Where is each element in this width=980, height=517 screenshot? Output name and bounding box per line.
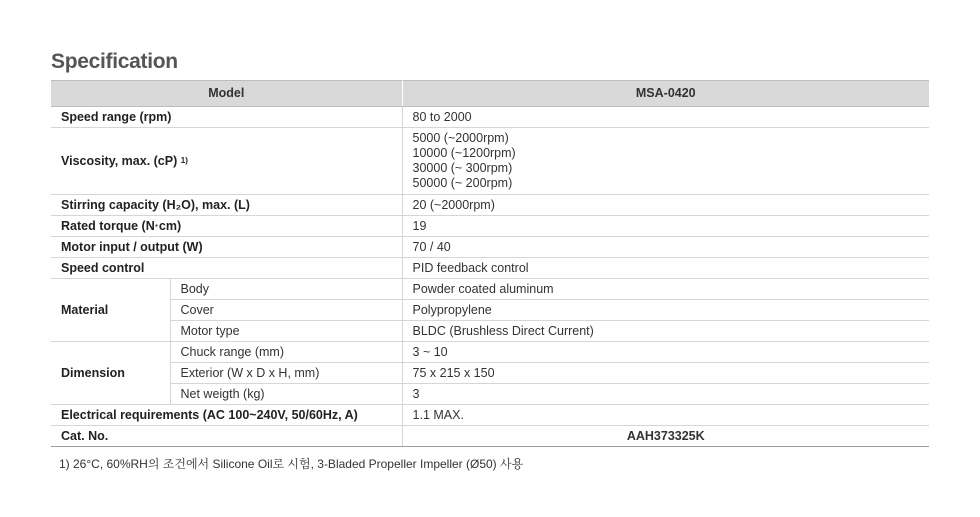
- spec-table: [51, 80, 929, 447]
- material-sub-label: Motor type: [170, 321, 402, 342]
- dimension-value: 75 x 215 x 150: [402, 363, 929, 384]
- footnote-ref: 1): [180, 155, 188, 165]
- dimension-value: 3 ~ 10: [402, 342, 929, 363]
- viscosity-label-cell: [51, 128, 402, 195]
- speed-control-label: Speed control: [51, 258, 402, 279]
- torque-label: Rated torque (N·cm): [51, 216, 402, 237]
- motor-value: 70 / 40: [402, 237, 929, 258]
- table-row: [51, 342, 929, 363]
- table-row: [51, 279, 929, 300]
- table-row: [51, 384, 929, 405]
- dimension-label: Dimension: [51, 342, 170, 405]
- electrical-value: 1.1 MAX.: [402, 405, 929, 426]
- table-row: [51, 258, 929, 279]
- dimension-sub-label: Net weigth (kg): [170, 384, 402, 405]
- stirring-value: 20 (~2000rpm): [402, 195, 929, 216]
- viscosity-label: Viscosity, max. (cP): [61, 153, 178, 168]
- speed-range-value: 80 to 2000: [402, 107, 929, 128]
- viscosity-values: [402, 128, 929, 195]
- cat-no-value: AAH373325K: [402, 426, 929, 447]
- material-sub-label: Body: [170, 279, 402, 300]
- table-row: [51, 216, 929, 237]
- footnote: 1) 26°C, 60%RH의 조건에서 Silicone Oil로 시험, 3-Bladed Propeller Impeller (Ø50) 사용: [59, 457, 524, 471]
- cat-no-label: Cat. No.: [51, 426, 402, 447]
- viscosity-value: 30000 (~ 300rpm): [412, 161, 513, 175]
- page-title: Specification: [51, 50, 178, 73]
- model-header: Model: [51, 81, 402, 107]
- material-label: Material: [51, 279, 170, 342]
- table-row: [51, 321, 929, 342]
- stirring-label: Stirring capacity (H₂O), max. (L): [51, 195, 402, 216]
- spec-section: [51, 48, 929, 472]
- material-value: Polypropylene: [402, 300, 929, 321]
- electrical-label: Electrical requirements (AC 100~240V, 50/60Hz, A): [51, 405, 402, 426]
- table-row: [51, 128, 929, 195]
- viscosity-value: 5000 (~2000rpm): [412, 131, 509, 145]
- table-header-row: [51, 81, 929, 107]
- table-row: [51, 363, 929, 384]
- table-row: [51, 107, 929, 128]
- material-sub-label: Cover: [170, 300, 402, 321]
- speed-control-value: PID feedback control: [402, 258, 929, 279]
- dimension-value: 3: [402, 384, 929, 405]
- dimension-sub-label: Chuck range (mm): [170, 342, 402, 363]
- material-value: BLDC (Brushless Direct Current): [402, 321, 929, 342]
- dimension-sub-label: Exterior (W x D x H, mm): [170, 363, 402, 384]
- viscosity-value: 10000 (~1200rpm): [412, 146, 516, 160]
- speed-range-label: Speed range (rpm): [51, 107, 402, 128]
- viscosity-value: 50000 (~ 200rpm): [412, 176, 513, 190]
- table-row: [51, 195, 929, 216]
- table-row: [51, 237, 929, 258]
- torque-value: 19: [402, 216, 929, 237]
- table-row: [51, 426, 929, 447]
- model-value-header: MSA-0420: [402, 81, 929, 107]
- motor-label: Motor input / output (W): [51, 237, 402, 258]
- table-row: [51, 300, 929, 321]
- table-row: [51, 405, 929, 426]
- material-value: Powder coated aluminum: [402, 279, 929, 300]
